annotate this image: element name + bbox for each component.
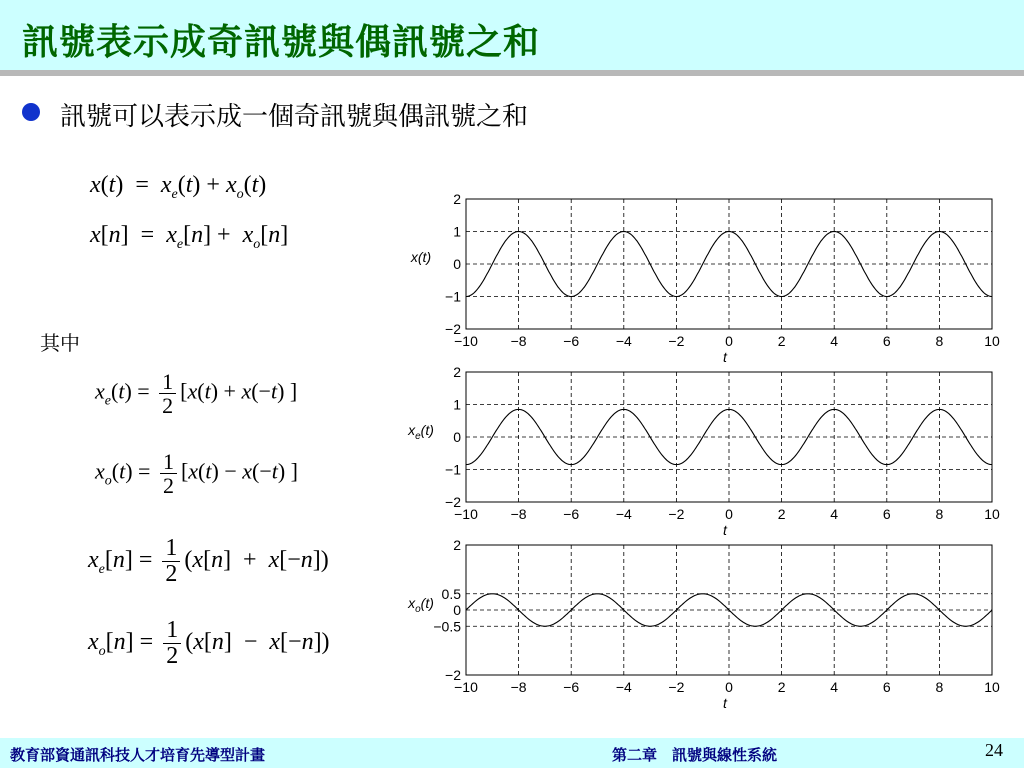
equation-odd-continuous: $x_o(t)$ = $\frac{1}{2}$ [x(t) − x(−t) ]: [95, 449, 299, 499]
x-tick-label: −2: [668, 333, 685, 349]
x-tick-label: −6: [563, 333, 580, 349]
x-tick-label: 10: [984, 679, 1000, 695]
x-tick-label: −8: [510, 679, 527, 695]
y-tick-label: −1: [445, 461, 461, 478]
footer-project-name: 教育部資通訊科技人才培育先導型計畫: [10, 746, 266, 764]
y-tick-label: −2: [445, 667, 461, 683]
x-tick-label: −4: [615, 679, 632, 695]
x-tick-label: 0: [725, 679, 733, 695]
x-tick-label: −8: [510, 506, 527, 522]
x-tick-label: 6: [882, 506, 891, 522]
y-tick-label: 0: [453, 602, 461, 618]
x-axis-label: t: [723, 695, 727, 711]
bullet-text: 訊號可以表示成一個奇訊號與偶訊號之和: [60, 102, 529, 132]
y-tick-label: 0: [453, 429, 461, 445]
x-tick-label: −4: [615, 333, 632, 349]
x-tick-label: −2: [668, 679, 685, 695]
y-tick-label: −2: [445, 321, 461, 337]
x-tick-label: 10: [984, 333, 1000, 349]
x-axis-label: t: [723, 522, 727, 538]
x-tick-label: −6: [563, 506, 580, 522]
y-tick-label: 1: [453, 223, 461, 240]
where-label: 其中: [40, 331, 80, 355]
y-tick-label: −1: [445, 288, 461, 305]
equation-even-discrete: $x_e[n]$ = $\frac{1}{2}$ (x[n] + x[−n]): [88, 535, 329, 588]
x-tick-label: 10: [984, 506, 1000, 522]
equation-odd-discrete: $x_o[n]$ = $\frac{1}{2}$ (x[n] − x[−n]): [88, 617, 330, 670]
y-tick-label: 2: [453, 364, 461, 380]
y-tick-label: 2: [453, 537, 461, 553]
x-tick-label: 6: [882, 679, 891, 695]
x-tick-label: 0: [725, 506, 733, 522]
equation-even-continuous: $x_e(t)$ = $\frac{1}{2}$ [x(t) + x(−t) ]: [95, 369, 298, 419]
y-tick-label: −0.5: [433, 618, 461, 635]
y-tick-label: 1: [453, 396, 461, 413]
x-tick-label: −6: [563, 679, 580, 695]
y-tick-label: −2: [445, 494, 461, 510]
x-tick-label: 8: [935, 506, 944, 522]
y-tick-label: 0.5: [441, 585, 461, 602]
x-tick-label: −10: [454, 679, 478, 695]
x-tick-label: −8: [510, 333, 527, 349]
x-tick-label: 8: [935, 679, 944, 695]
x-tick-label: 2: [777, 506, 786, 522]
x-tick-label: −10: [454, 506, 478, 522]
y-tick-label: 0: [453, 256, 461, 272]
x-tick-label: −10: [454, 333, 478, 349]
x-tick-label: 4: [830, 506, 839, 522]
x-axis-label: t: [723, 349, 727, 365]
x-tick-label: 2: [777, 333, 786, 349]
y-axis-label: $x_e(t)$: [408, 422, 434, 442]
equation-continuous: $x(t) = x_e(t) + x_o(t)$: [90, 172, 267, 202]
x-tick-label: 2: [777, 679, 786, 695]
x-tick-label: −2: [668, 506, 685, 522]
footer-chapter: 第二章 訊號與線性系統: [612, 746, 778, 764]
x-tick-label: 8: [935, 333, 944, 349]
page-number: 24: [985, 740, 1003, 760]
x-tick-label: 4: [830, 679, 839, 695]
equation-discrete: $x[n] = x_e[n] + x_o[n]$: [90, 222, 289, 252]
y-tick-label: 2: [453, 191, 461, 207]
y-axis-label: x(t): [410, 249, 432, 265]
slide-title: 訊號表示成奇訊號與偶訊號之和: [22, 21, 541, 63]
x-tick-label: 6: [882, 333, 891, 349]
x-tick-label: 0: [725, 333, 733, 349]
y-axis-label: $x_o(t)$: [408, 595, 434, 615]
x-tick-label: −4: [615, 506, 632, 522]
x-tick-label: 4: [830, 333, 839, 349]
